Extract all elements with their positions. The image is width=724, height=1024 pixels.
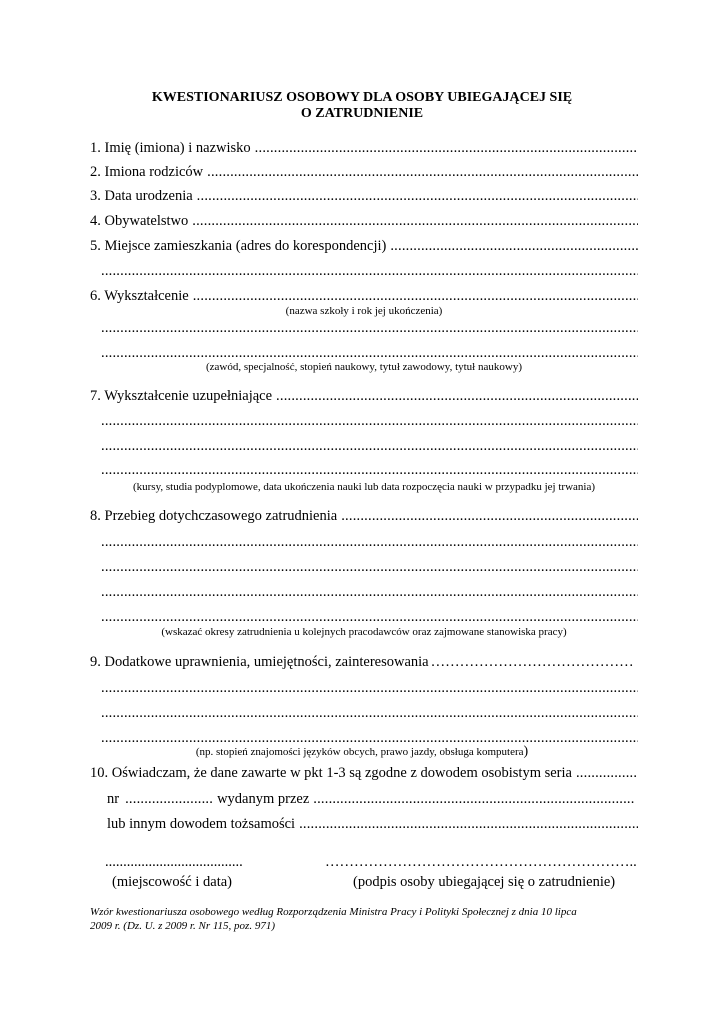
field-additional-education-fill-line-2[interactable] xyxy=(101,412,638,430)
field-education[interactable] xyxy=(90,287,638,305)
field-birth-date-fill-line[interactable] xyxy=(197,187,638,205)
field-id-statement[interactable] xyxy=(90,764,638,782)
field-skills[interactable] xyxy=(90,653,638,671)
field-id-series-fill-line[interactable] xyxy=(576,764,638,782)
field-address-label: 5. Miejsce zamieszkania (adres do korespondencji) xyxy=(90,238,387,254)
field-employment-history-fill-line-2[interactable] xyxy=(101,533,638,551)
field-id-number-label: nr xyxy=(107,791,120,807)
form-title-line-1: KWESTIONARIUSZ OSOBOWY DLA OSOBY UBIEGAJĄCEJ SIĘ xyxy=(151,90,573,105)
field-id-number-row[interactable] xyxy=(107,790,635,808)
field-citizenship-fill-line[interactable] xyxy=(192,212,638,230)
field-citizenship-label: 4. Obywatelstwo xyxy=(90,213,189,229)
field-parents-names-label: 2. Imiona rodziców xyxy=(90,164,204,180)
field-name-label: 1. Imię (imiona) i nazwisko xyxy=(90,140,251,156)
field-additional-education-label: 7. Wykształcenie uzupełniające xyxy=(90,388,273,404)
field-name[interactable] xyxy=(90,139,638,157)
field-employment-history-label: 8. Przebieg dotychczasowego zatrudnienia xyxy=(90,508,338,524)
field-education-fill-line[interactable] xyxy=(193,287,638,305)
field-parents-names-fill-line[interactable] xyxy=(207,163,638,181)
field-education-label: 6. Wykształcenie xyxy=(90,288,189,304)
legal-basis-footnote xyxy=(90,905,650,933)
field-skills-fill-line[interactable]: …………………………………… xyxy=(430,654,634,670)
field-skills-fill-line-2[interactable] xyxy=(101,679,638,697)
field-address-fill-line[interactable] xyxy=(390,237,638,255)
field-employment-history-fill-line[interactable] xyxy=(341,507,638,525)
field-name-fill-line[interactable] xyxy=(255,139,638,157)
field-skills-hint-paren: ) xyxy=(523,744,529,759)
place-date-fill-line[interactable]: ...................................... xyxy=(105,854,243,870)
field-employment-history-fill-line-3[interactable] xyxy=(101,558,638,576)
field-citizenship[interactable] xyxy=(90,212,638,230)
field-id-statement-label: 10. Oświadczam, że dane zawarte w pkt 1-3 są zgodne z dowodem osobistym seria xyxy=(90,765,572,781)
legal-basis-line-1: Wzór kwestionariusza osobowego według Rozporządzenia Ministra Pracy i Polityki Społecznej z dnia 10 lipca xyxy=(90,906,577,918)
field-parents-names[interactable] xyxy=(90,163,638,181)
field-other-id-fill-line[interactable] xyxy=(299,815,638,833)
signature-fill-line[interactable]: ……………………………………………………….. xyxy=(325,854,637,870)
field-skills-fill-line-3[interactable] xyxy=(101,704,638,722)
field-id-issuer-fill-line[interactable] xyxy=(313,790,635,808)
field-additional-education-hint: (kursy, studia podyplomowe, data ukończenia nauki lub data rozpoczęcia nauki w przypadku jej trwania) xyxy=(132,481,596,493)
field-education-fill-line-3[interactable] xyxy=(101,344,638,362)
field-address-fill-line-2[interactable] xyxy=(101,262,638,280)
field-birth-date-label: 3. Data urodzenia xyxy=(90,188,193,204)
field-education-hint-school: (nazwa szkoły i rok jej ukończenia) xyxy=(285,305,443,317)
field-education-fill-line-2[interactable] xyxy=(101,319,638,337)
signature-label: (podpis osoby ubiegającej się o zatrudnienie) xyxy=(353,874,616,890)
field-id-number-fill-line[interactable]: ....................... xyxy=(125,791,214,807)
field-additional-education-fill-line[interactable] xyxy=(276,387,638,405)
field-additional-education-fill-line-4[interactable] xyxy=(101,461,638,479)
field-employment-history[interactable] xyxy=(90,507,638,525)
place-date-label: (miejscowość i data) xyxy=(112,874,232,890)
field-employment-history-fill-line-5[interactable] xyxy=(101,608,638,626)
field-employment-history-hint: (wskazać okresy zatrudnienia u kolejnych pracodawców oraz zajmowane stanowiska pracy) xyxy=(161,626,567,638)
field-skills-hint xyxy=(178,745,546,759)
field-skills-label: 9. Dodatkowe uprawnienia, umiejętności, zainteresowania xyxy=(90,654,429,670)
field-employment-history-fill-line-4[interactable] xyxy=(101,583,638,601)
field-birth-date[interactable] xyxy=(90,187,638,205)
field-id-issuer-label: wydanym przez xyxy=(217,791,310,807)
field-additional-education-fill-line-3[interactable] xyxy=(101,437,638,455)
field-additional-education[interactable] xyxy=(90,387,638,405)
field-address[interactable] xyxy=(90,237,638,255)
field-other-id-row[interactable] xyxy=(107,815,638,833)
legal-basis-line-2: 2009 r. (Dz. U. z 2009 r. Nr 115, poz. 971) xyxy=(90,920,275,932)
form-title-line-2: O ZATRUDNIENIE xyxy=(300,106,424,121)
field-skills-hint-text: (np. stopień znajomości języków obcych, prawo jazdy, obsługa komputera xyxy=(195,746,524,758)
field-education-hint-profession: (zawód, specjalność, stopień naukowy, tytuł zawodowy, tytuł naukowy) xyxy=(206,361,522,373)
field-other-id-label: lub innym dowodem tożsamości xyxy=(107,816,296,832)
